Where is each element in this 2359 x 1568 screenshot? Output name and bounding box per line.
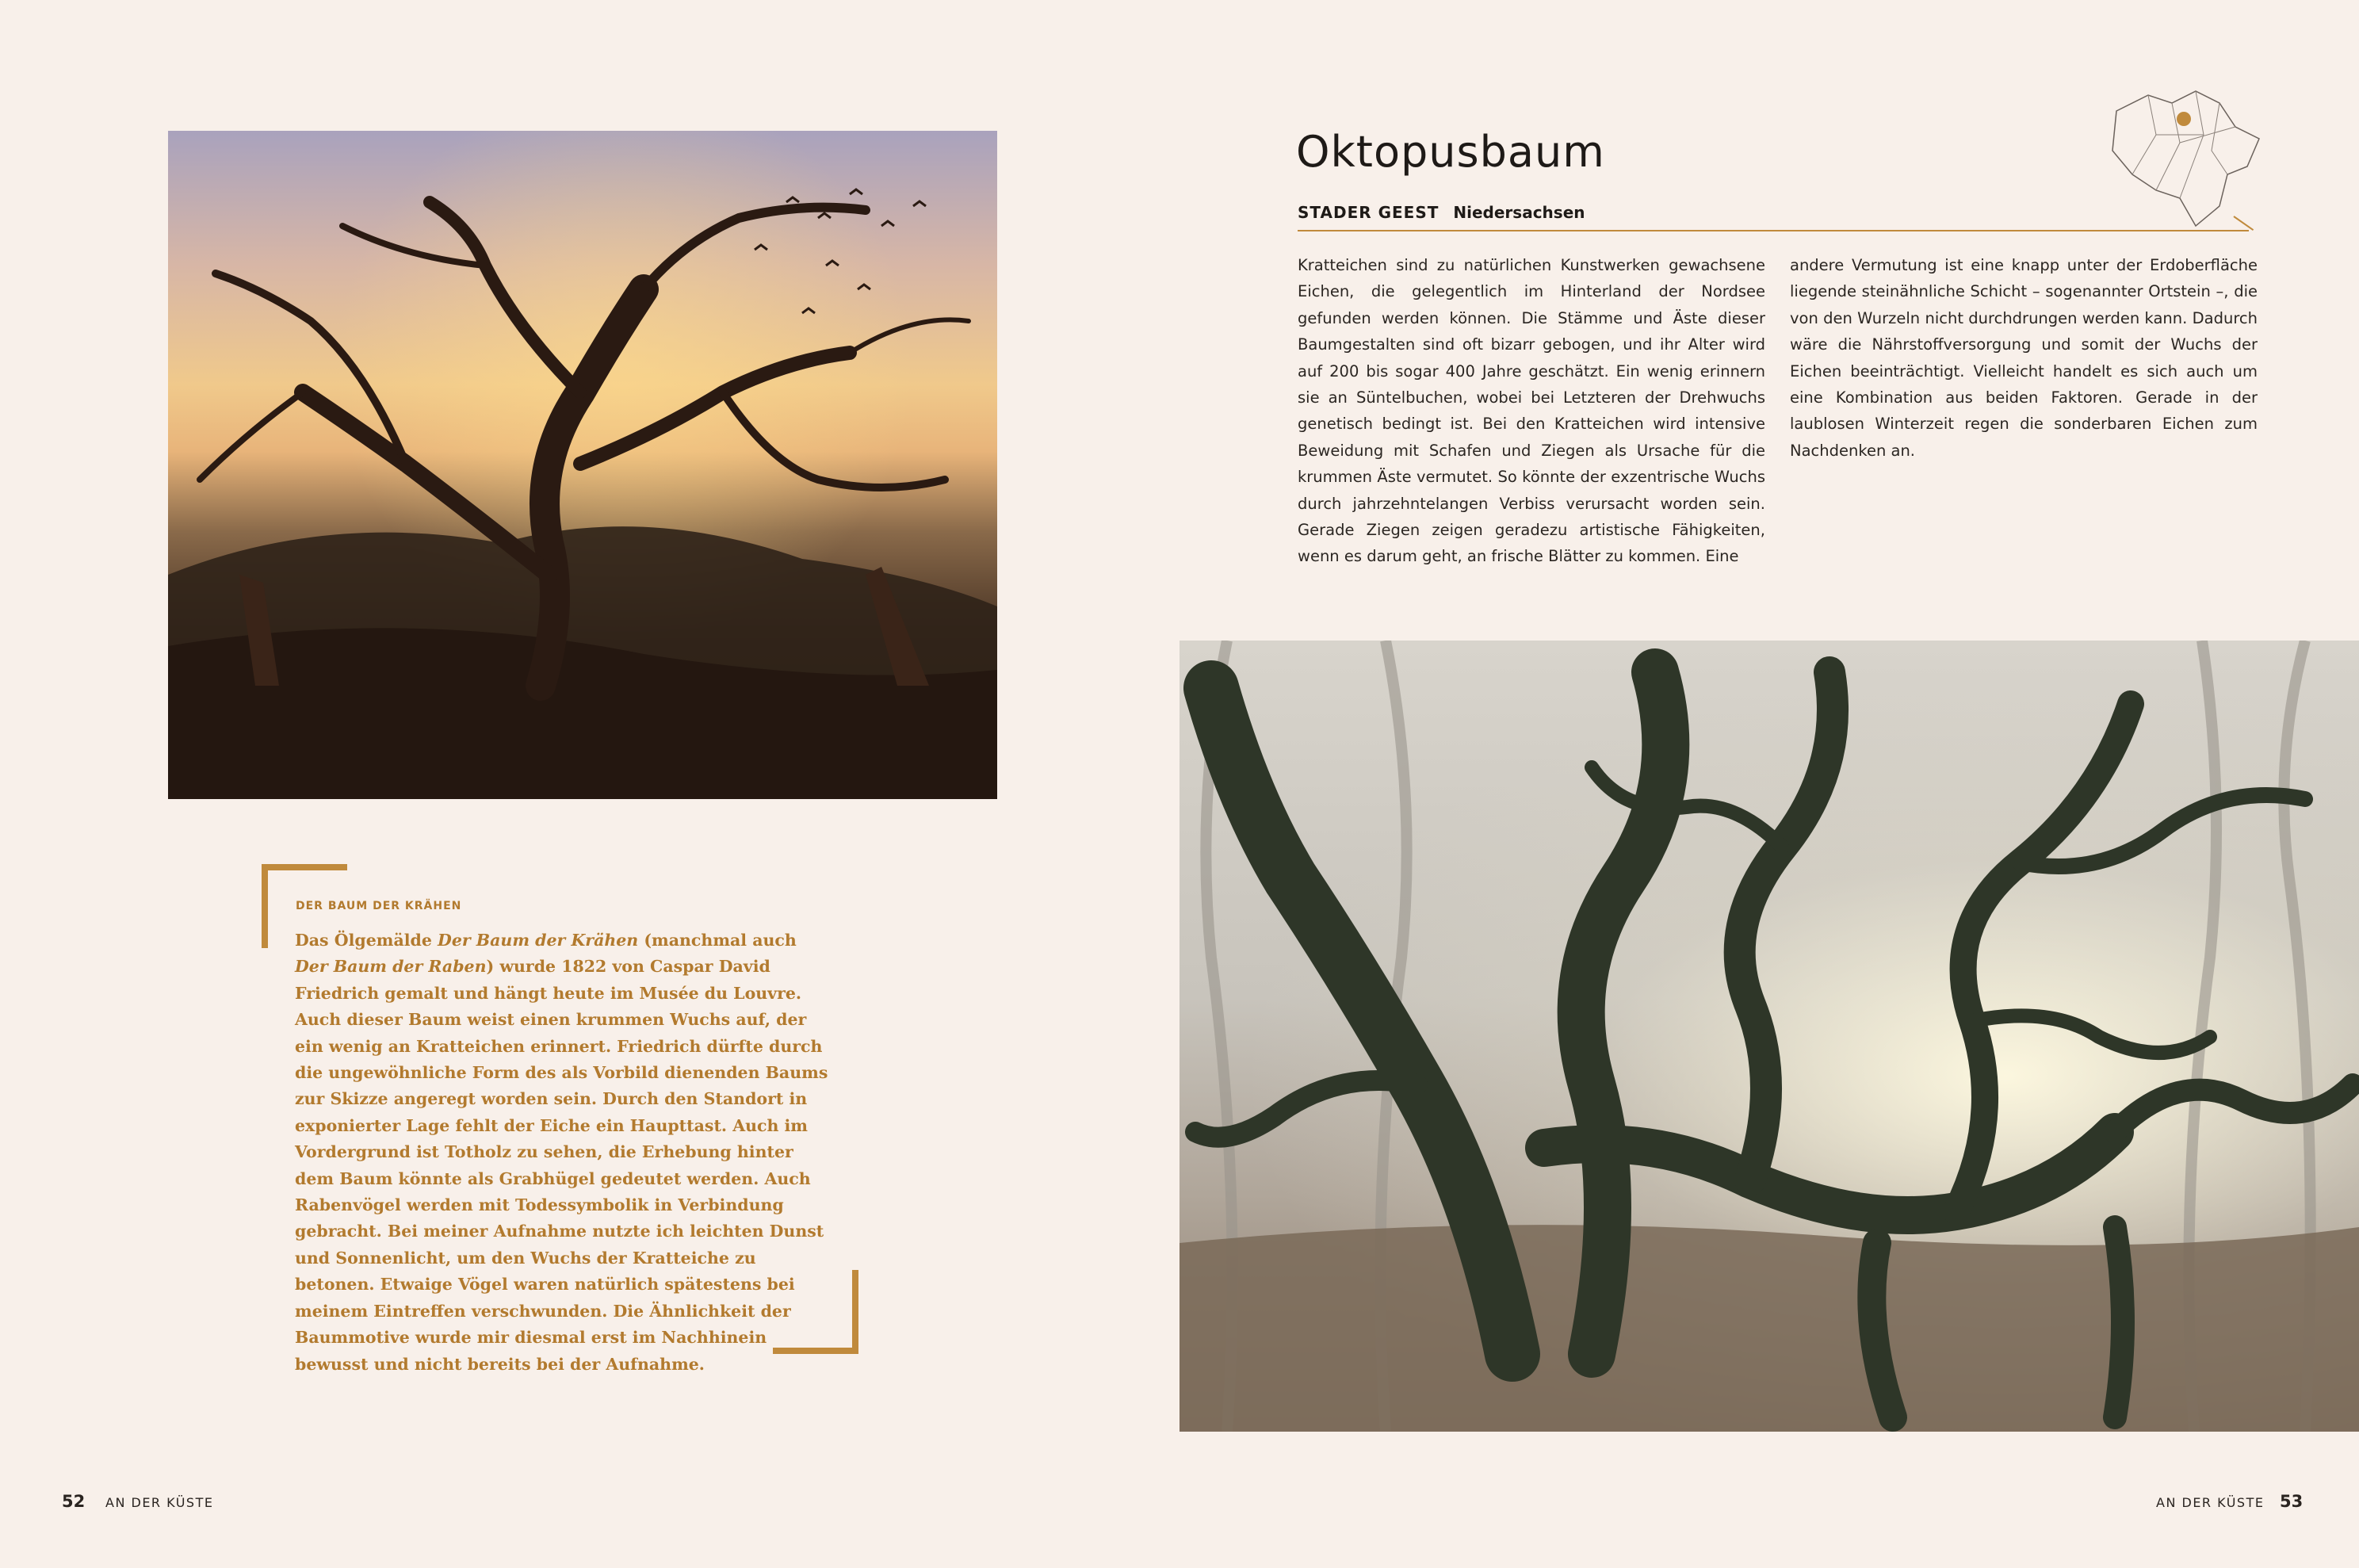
region-label: STADER GEEST	[1298, 203, 1439, 222]
caption-text: Das Ölgemälde Der Baum der Krähen (manchmal auch Der Baum der Raben) wurde 1822 von Caspar David Friedrich gemalt und hängt heute im Musée du Louvre. Auch dieser Baum weist einen krummen Wuchs auf, der ein wenig an Kratteichen erinnert. Friedrich dürfte durch die ungewöhnliche Form des als Vorbild dienenden Baums zur Skizze angeregt worden sein. Durch den Standort in exponierter Lage fehlt der Eiche ein Haupttast. Auch im Vordergrund ist Totholz zu sehen, die Erhebung hinter dem Baum könnte als Grabhügel gedeutet werden. Auch Rabenvögel werden mit Todessymbolik in Verbindung gebracht. Bei meiner Aufnahme nutzte ich leichten Dunst und Sonnenlicht, um den Wuchs der Kratteiche zu betonen. Etwaige Vögel waren natürlich spätestens bei meinem Eintreffen verschwunden. Die Ähnlichkeit der Baummotive wurde mir diesmal erst im Nachhinein bewusst und nicht bereits bei der Aufnahme.	[295, 931, 828, 1374]
title-rule	[1298, 230, 2249, 231]
kratteiche-photo	[1180, 641, 2359, 1432]
niedersachsen-map-icon	[2101, 79, 2267, 230]
page-number-left: 52	[62, 1492, 86, 1511]
page-number-right: 53	[2280, 1492, 2304, 1511]
caption-frame-left	[262, 864, 268, 948]
article-title: Oktopusbaum	[1296, 127, 1605, 177]
body-column-1: Kratteichen sind zu natürlichen Kunstwerken gewachsene Eichen, die gelegentlich im Hinterland der Nordsee gefunden werden können. Die Stämme und Äste dieser Baumgestalten sind oft bizarr gebogen, und ihr Alter wird auf 200 bis sogar 400 Jahre geschätzt. Ein wenig erinnern sie an Süntelbuchen, wobei bei Letzteren der Drehwuchs genetisch bedingt ist. Bei den Kratteichen wird intensive Beweidung mit Schafen und Ziegen als Ursache für die krummen Äste vermutet. So könnte der exzentrische Wuchs durch jahrzehntelangen Verbiss verursacht worden sein. Gerade Ziegen zeigen geradezu artistische Fähigkeiten, wenn es darum geht, an frische Blätter zu kommen. Eine	[1298, 256, 1765, 566]
section-label-right: AN DER KÜSTE	[2156, 1495, 2265, 1510]
state-label: Niedersachsen	[1453, 203, 1585, 222]
caption-frame-top	[262, 864, 347, 870]
caption-label: DER BAUM DER KRÄHEN	[296, 900, 462, 912]
caption-frame-right	[852, 1270, 858, 1354]
article-subtitle	[1298, 203, 1585, 222]
body-column-2: andere Vermutung ist eine knapp unter der Erdoberfläche liegende steinähnliche Schicht – sogenannter Ortstein –, die von den Wurzeln nicht durchdrungen werden kann. Dadurch wäre die Nährstoffversorgung und somit der Wuchs der Eichen beeinträchtigt. Vielleicht handelt es sich auch um eine Kombination aus beiden Faktoren. Gerade in der laublosen Winterzeit regen die sonderbaren Eichen zum Nachdenken an.	[1790, 256, 2258, 460]
section-label-left: AN DER KÜSTE	[105, 1495, 214, 1510]
painting-image	[168, 131, 997, 799]
